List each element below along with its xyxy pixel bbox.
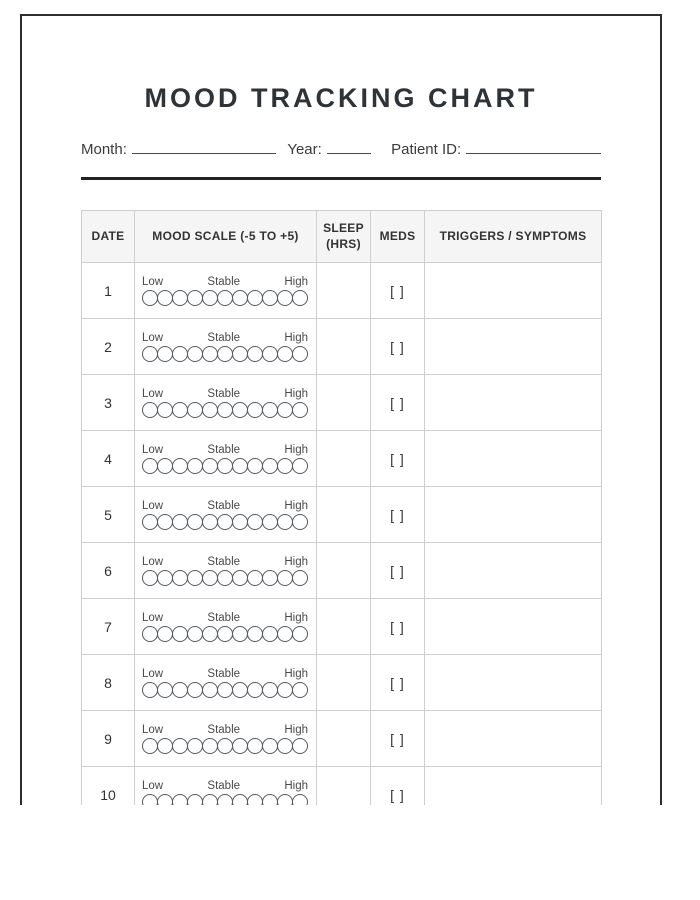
- mood-option-circle[interactable]: [157, 290, 173, 306]
- date-cell: 10: [82, 767, 135, 805]
- mood-option-circle[interactable]: [292, 626, 308, 642]
- mood-options: [142, 626, 308, 642]
- mood-option-circle[interactable]: [277, 346, 293, 362]
- mood-option-circle[interactable]: [262, 794, 278, 805]
- page-content: [81, 85, 601, 805]
- mood-option-circle[interactable]: [292, 346, 308, 362]
- mood-label-stable: Stable: [207, 723, 241, 736]
- table-row: [82, 543, 602, 599]
- month-input-line[interactable]: [132, 140, 276, 154]
- meds-checkbox[interactable]: [ ]: [371, 655, 425, 711]
- meds-checkbox[interactable]: [ ]: [371, 487, 425, 543]
- mood-option-circle[interactable]: [262, 290, 278, 306]
- table-row: [82, 655, 602, 711]
- mood-label-stable: Stable: [207, 331, 241, 344]
- mood-options: [142, 794, 308, 805]
- mood-label-stable: Stable: [207, 667, 241, 680]
- mood-option-circle[interactable]: [202, 626, 218, 642]
- mood-option-circle[interactable]: [217, 346, 233, 362]
- mood-label-low: Low: [142, 443, 164, 456]
- mood-option-circle[interactable]: [187, 290, 203, 306]
- mood-label-high: High: [284, 499, 308, 512]
- sleep-hours-cell[interactable]: [317, 375, 371, 431]
- mood-option-circle[interactable]: [262, 514, 278, 530]
- mood-option-circle[interactable]: [187, 794, 203, 805]
- mood-option-circle[interactable]: [187, 458, 203, 474]
- mood-option-circle[interactable]: [247, 346, 263, 362]
- mood-option-circle[interactable]: [157, 626, 173, 642]
- mood-option-circle[interactable]: [172, 570, 188, 586]
- mood-scale-cell: [135, 431, 317, 487]
- mood-option-circle[interactable]: [232, 794, 248, 805]
- mood-option-circle[interactable]: [142, 290, 158, 306]
- mood-label-stable: Stable: [207, 443, 241, 456]
- mood-option-circle[interactable]: [217, 402, 233, 418]
- mood-scale-cell: [135, 319, 317, 375]
- mood-option-circle[interactable]: [142, 738, 158, 754]
- mood-label-stable: Stable: [207, 387, 241, 400]
- mood-option-circle[interactable]: [172, 682, 188, 698]
- triggers-symptoms-cell[interactable]: [425, 767, 602, 805]
- mood-option-circle[interactable]: [277, 402, 293, 418]
- mood-scale-labels: [142, 388, 308, 400]
- mood-scale-labels: [142, 444, 308, 456]
- mood-option-circle[interactable]: [292, 570, 308, 586]
- year-label: Year:: [287, 141, 322, 158]
- mood-option-circle[interactable]: [247, 682, 263, 698]
- mood-option-circle[interactable]: [217, 794, 233, 805]
- mood-label-high: High: [284, 331, 308, 344]
- mood-label-high: High: [284, 555, 308, 568]
- mood-option-circle[interactable]: [142, 570, 158, 586]
- meds-checkbox[interactable]: [ ]: [371, 599, 425, 655]
- sleep-hours-cell[interactable]: [317, 767, 371, 805]
- mood-label-high: High: [284, 723, 308, 736]
- mood-options: [142, 402, 308, 418]
- mood-label-low: Low: [142, 275, 164, 288]
- mood-option-circle[interactable]: [172, 402, 188, 418]
- mood-option-circle[interactable]: [277, 570, 293, 586]
- date-cell: 2: [82, 319, 135, 375]
- page-title: MOOD TRACKING CHART: [144, 83, 538, 113]
- mood-label-stable: Stable: [207, 611, 241, 624]
- mood-option-circle[interactable]: [247, 458, 263, 474]
- mood-label-stable: Stable: [207, 499, 241, 512]
- sleep-hours-cell[interactable]: [317, 599, 371, 655]
- mood-scale-labels: [142, 612, 308, 624]
- mood-option-circle[interactable]: [292, 682, 308, 698]
- mood-scale-labels: [142, 556, 308, 568]
- table-row: [82, 487, 602, 543]
- mood-label-low: Low: [142, 667, 164, 680]
- mood-label-stable: Stable: [207, 275, 241, 288]
- triggers-symptoms-cell[interactable]: [425, 487, 602, 543]
- mood-option-circle[interactable]: [202, 738, 218, 754]
- triggers-symptoms-cell[interactable]: [425, 431, 602, 487]
- triggers-symptoms-cell[interactable]: [425, 543, 602, 599]
- meds-checkbox[interactable]: [ ]: [371, 767, 425, 805]
- mood-option-circle[interactable]: [217, 626, 233, 642]
- mood-label-high: High: [284, 611, 308, 624]
- mood-scale-cell: [135, 375, 317, 431]
- mood-option-circle[interactable]: [232, 570, 248, 586]
- mood-option-circle[interactable]: [277, 290, 293, 306]
- mood-option-circle[interactable]: [247, 402, 263, 418]
- meds-checkbox[interactable]: [ ]: [371, 263, 425, 319]
- mood-option-circle[interactable]: [172, 346, 188, 362]
- page: [20, 14, 662, 805]
- mood-option-circle[interactable]: [262, 738, 278, 754]
- mood-label-low: Low: [142, 331, 164, 344]
- triggers-symptoms-cell[interactable]: [425, 599, 602, 655]
- mood-option-circle[interactable]: [157, 682, 173, 698]
- mood-label-high: High: [284, 275, 308, 288]
- mood-label-low: Low: [142, 723, 164, 736]
- mood-option-circle[interactable]: [157, 402, 173, 418]
- header-fields: [81, 140, 601, 158]
- mood-option-circle[interactable]: [217, 290, 233, 306]
- sleep-hours-cell[interactable]: [317, 655, 371, 711]
- mood-option-circle[interactable]: [232, 738, 248, 754]
- mood-option-circle[interactable]: [292, 290, 308, 306]
- meds-checkbox[interactable]: [ ]: [371, 711, 425, 767]
- mood-option-circle[interactable]: [232, 346, 248, 362]
- col-header-date: DATE: [82, 211, 135, 263]
- mood-label-low: Low: [142, 555, 164, 568]
- mood-option-circle[interactable]: [217, 738, 233, 754]
- mood-option-circle[interactable]: [277, 514, 293, 530]
- mood-label-stable: Stable: [207, 779, 241, 792]
- mood-option-circle[interactable]: [172, 738, 188, 754]
- table-body: [82, 263, 602, 805]
- mood-option-circle[interactable]: [142, 794, 158, 805]
- mood-option-circle[interactable]: [232, 514, 248, 530]
- mood-option-circle[interactable]: [187, 570, 203, 586]
- mood-option-circle[interactable]: [187, 626, 203, 642]
- mood-option-circle[interactable]: [232, 682, 248, 698]
- mood-option-circle[interactable]: [202, 402, 218, 418]
- mood-option-circle[interactable]: [142, 402, 158, 418]
- col-header-mood: MOOD SCALE (-5 TO +5): [135, 211, 317, 263]
- mood-label-low: Low: [142, 499, 164, 512]
- mood-scale-cell: [135, 599, 317, 655]
- col-header-sleep: SLEEP (HRS): [317, 211, 371, 263]
- date-cell: 6: [82, 543, 135, 599]
- date-cell: 1: [82, 263, 135, 319]
- mood-option-circle[interactable]: [277, 626, 293, 642]
- date-cell: 4: [82, 431, 135, 487]
- table-row: [82, 711, 602, 767]
- sleep-hours-cell[interactable]: [317, 543, 371, 599]
- mood-option-circle[interactable]: [142, 626, 158, 642]
- col-header-triggers: TRIGGERS / SYMPTOMS: [425, 211, 602, 263]
- mood-option-circle[interactable]: [217, 458, 233, 474]
- mood-option-circle[interactable]: [157, 458, 173, 474]
- date-cell: 8: [82, 655, 135, 711]
- mood-option-circle[interactable]: [172, 626, 188, 642]
- mood-table: [81, 210, 602, 805]
- mood-options: [142, 514, 308, 530]
- mood-option-circle[interactable]: [277, 682, 293, 698]
- date-cell: 9: [82, 711, 135, 767]
- mood-scale-labels: [142, 780, 308, 792]
- table-row: [82, 431, 602, 487]
- table-row: [82, 375, 602, 431]
- mood-option-circle[interactable]: [232, 626, 248, 642]
- mood-option-circle[interactable]: [262, 626, 278, 642]
- mood-option-circle[interactable]: [292, 794, 308, 805]
- mood-scale-labels: [142, 668, 308, 680]
- mood-option-circle[interactable]: [292, 402, 308, 418]
- mood-option-circle[interactable]: [142, 682, 158, 698]
- mood-option-circle[interactable]: [292, 738, 308, 754]
- mood-option-circle[interactable]: [277, 794, 293, 805]
- table-row: [82, 767, 602, 805]
- mood-options: [142, 738, 308, 754]
- mood-scale-cell: [135, 543, 317, 599]
- mood-option-circle[interactable]: [247, 570, 263, 586]
- mood-label-low: Low: [142, 779, 164, 792]
- mood-option-circle[interactable]: [202, 290, 218, 306]
- mood-option-circle[interactable]: [292, 514, 308, 530]
- mood-option-circle[interactable]: [142, 514, 158, 530]
- mood-option-circle[interactable]: [217, 682, 233, 698]
- triggers-symptoms-cell[interactable]: [425, 375, 602, 431]
- mood-scale-labels: [142, 332, 308, 344]
- mood-scale-cell: [135, 487, 317, 543]
- mood-options: [142, 346, 308, 362]
- mood-options: [142, 458, 308, 474]
- mood-option-circle[interactable]: [187, 738, 203, 754]
- divider-rule: [81, 177, 601, 180]
- triggers-symptoms-cell[interactable]: [425, 655, 602, 711]
- mood-option-circle[interactable]: [157, 738, 173, 754]
- triggers-symptoms-cell[interactable]: [425, 711, 602, 767]
- mood-option-circle[interactable]: [277, 738, 293, 754]
- mood-label-high: High: [284, 779, 308, 792]
- mood-scale-labels: [142, 276, 308, 288]
- mood-option-circle[interactable]: [247, 514, 263, 530]
- table-row: [82, 319, 602, 375]
- mood-option-circle[interactable]: [262, 402, 278, 418]
- date-cell: 5: [82, 487, 135, 543]
- mood-option-circle[interactable]: [292, 458, 308, 474]
- mood-option-circle[interactable]: [142, 346, 158, 362]
- mood-option-circle[interactable]: [202, 514, 218, 530]
- patient-id-label: Patient ID:: [391, 141, 462, 158]
- table-row: [82, 599, 602, 655]
- mood-option-circle[interactable]: [247, 738, 263, 754]
- mood-option-circle[interactable]: [232, 458, 248, 474]
- mood-option-circle[interactable]: [172, 458, 188, 474]
- mood-option-circle[interactable]: [202, 458, 218, 474]
- mood-option-circle[interactable]: [202, 346, 218, 362]
- mood-option-circle[interactable]: [217, 514, 233, 530]
- mood-option-circle[interactable]: [172, 514, 188, 530]
- sleep-hours-cell[interactable]: [317, 431, 371, 487]
- mood-scale-cell: [135, 767, 317, 805]
- sleep-hours-cell[interactable]: [317, 263, 371, 319]
- mood-scale-labels: [142, 500, 308, 512]
- year-input-line[interactable]: [327, 140, 371, 154]
- mood-scale-cell: [135, 263, 317, 319]
- mood-option-circle[interactable]: [187, 402, 203, 418]
- mood-option-circle[interactable]: [172, 290, 188, 306]
- mood-option-circle[interactable]: [232, 402, 248, 418]
- mood-option-circle[interactable]: [262, 682, 278, 698]
- mood-option-circle[interactable]: [157, 514, 173, 530]
- meds-checkbox[interactable]: [ ]: [371, 431, 425, 487]
- mood-option-circle[interactable]: [262, 570, 278, 586]
- mood-option-circle[interactable]: [247, 626, 263, 642]
- mood-option-circle[interactable]: [262, 346, 278, 362]
- mood-option-circle[interactable]: [142, 458, 158, 474]
- mood-option-circle[interactable]: [232, 290, 248, 306]
- mood-option-circle[interactable]: [217, 570, 233, 586]
- mood-option-circle[interactable]: [247, 794, 263, 805]
- sleep-hours-cell[interactable]: [317, 319, 371, 375]
- date-cell: 3: [82, 375, 135, 431]
- meds-checkbox[interactable]: [ ]: [371, 375, 425, 431]
- sleep-hours-cell[interactable]: [317, 711, 371, 767]
- table-header: [82, 211, 602, 263]
- mood-label-high: High: [284, 387, 308, 400]
- mood-option-circle[interactable]: [262, 458, 278, 474]
- mood-option-circle[interactable]: [202, 682, 218, 698]
- mood-option-circle[interactable]: [157, 570, 173, 586]
- mood-label-low: Low: [142, 611, 164, 624]
- mood-options: [142, 682, 308, 698]
- sleep-hours-cell[interactable]: [317, 487, 371, 543]
- mood-option-circle[interactable]: [157, 794, 173, 805]
- mood-options: [142, 570, 308, 586]
- mood-label-low: Low: [142, 387, 164, 400]
- triggers-symptoms-cell[interactable]: [425, 263, 602, 319]
- triggers-symptoms-cell[interactable]: [425, 319, 602, 375]
- col-header-meds: MEDS: [371, 211, 425, 263]
- mood-label-stable: Stable: [207, 555, 241, 568]
- mood-option-circle[interactable]: [187, 682, 203, 698]
- mood-scale-cell: [135, 711, 317, 767]
- table-row: [82, 263, 602, 319]
- mood-scale-cell: [135, 655, 317, 711]
- meds-checkbox[interactable]: [ ]: [371, 543, 425, 599]
- mood-option-circle[interactable]: [187, 514, 203, 530]
- mood-option-circle[interactable]: [277, 458, 293, 474]
- mood-label-high: High: [284, 667, 308, 680]
- mood-option-circle[interactable]: [172, 794, 188, 805]
- date-cell: 7: [82, 599, 135, 655]
- mood-options: [142, 290, 308, 306]
- mood-option-circle[interactable]: [187, 346, 203, 362]
- month-label: Month:: [81, 141, 127, 158]
- mood-option-circle[interactable]: [202, 570, 218, 586]
- mood-scale-labels: [142, 724, 308, 736]
- mood-option-circle[interactable]: [247, 290, 263, 306]
- meds-checkbox[interactable]: [ ]: [371, 319, 425, 375]
- mood-option-circle[interactable]: [202, 794, 218, 805]
- mood-label-high: High: [284, 443, 308, 456]
- patient-id-input-line[interactable]: [466, 140, 601, 154]
- mood-option-circle[interactable]: [157, 346, 173, 362]
